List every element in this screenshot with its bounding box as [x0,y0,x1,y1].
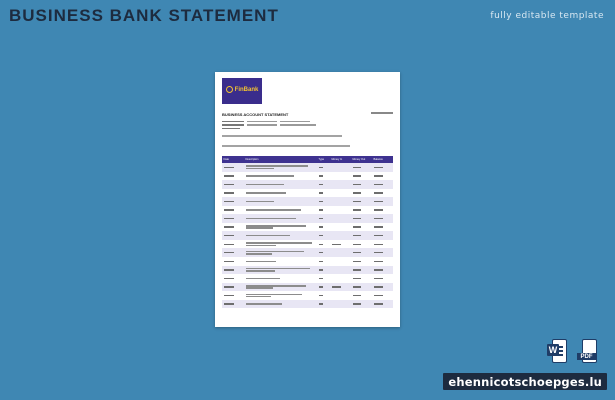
row-type [317,277,330,279]
row-date [222,286,244,288]
table-row [222,180,393,189]
row-date [222,235,244,237]
row-description [244,251,317,255]
row-type [317,200,330,202]
row-type [317,294,330,296]
row-money-out [351,226,372,228]
row-money-out [351,294,372,296]
row-date [222,175,244,177]
table-row [222,283,393,292]
row-description [244,235,317,237]
row-balance [372,252,393,254]
row-description [244,285,317,289]
table-row [222,223,393,232]
row-money-in [330,286,351,288]
row-money-out [351,260,372,262]
row-date [222,166,244,168]
row-type [317,235,330,237]
statement-title: BUSINESS ACCOUNT STATEMENT [222,112,289,117]
row-date [222,243,244,245]
row-balance [372,192,393,194]
row-date [222,260,244,262]
table-row [222,206,393,215]
row-money-out [351,217,372,219]
table-row [222,274,393,283]
row-date [222,252,244,254]
table-row [222,163,393,172]
row-balance [372,226,393,228]
row-description [244,165,317,169]
row-type [317,217,330,219]
row-balance [372,166,393,168]
row-type [317,166,330,168]
row-balance [372,277,393,279]
row-balance [372,217,393,219]
table-row [222,240,393,249]
row-description [244,217,317,219]
row-balance [372,294,393,296]
header-money-out: Money Out [352,158,366,161]
pdf-label: PDF [577,353,596,360]
row-type [317,175,330,177]
logo-text: FinBank [234,86,259,93]
row-description [244,225,317,229]
row-type [317,183,330,185]
row-description [244,183,317,185]
row-date [222,226,244,228]
table-header [222,156,393,163]
pdf-icon [577,339,597,363]
row-balance [372,243,393,245]
row-money-out [351,209,372,211]
row-balance [372,269,393,271]
table-row [222,189,393,198]
bank-logo [222,78,262,104]
row-date [222,269,244,271]
row-balance [372,303,393,305]
statement-document [215,72,400,327]
row-money-out [351,252,372,254]
row-balance [372,260,393,262]
row-money-out [351,277,372,279]
site-badge: ehennicotschoepges.lu [443,373,607,390]
table-row [222,248,393,257]
row-description [244,175,317,177]
table-row [222,300,393,309]
tagline: fully editable template [490,11,604,21]
row-type [317,243,330,245]
row-balance [372,286,393,288]
row-date [222,303,244,305]
row-money-out [351,243,372,245]
row-type [317,209,330,211]
intro-paragraph [222,135,342,137]
row-money-out [351,303,372,305]
header-balance: Balance [373,158,383,161]
word-icon [547,339,567,363]
row-balance [372,183,393,185]
row-type [317,303,330,305]
row-money-in [330,243,351,245]
row-date [222,217,244,219]
row-date [222,277,244,279]
row-type [317,192,330,194]
table-row [222,197,393,206]
row-money-out [351,269,372,271]
row-date [222,294,244,296]
row-description [244,242,317,246]
file-format-icons [547,339,597,363]
table-row [222,231,393,240]
row-description [244,303,317,305]
row-money-out [351,192,372,194]
row-description [244,192,317,194]
row-money-out [351,235,372,237]
table-row [222,172,393,181]
row-type [317,269,330,271]
row-date [222,209,244,211]
row-balance [372,200,393,202]
header-type: Type [318,158,325,161]
table-body [222,163,393,308]
row-money-out [351,200,372,202]
row-balance [372,209,393,211]
row-money-out [351,286,372,288]
row-description [244,277,317,279]
table-row [222,214,393,223]
row-type [317,226,330,228]
header-date: Date [223,158,229,161]
header-money-in: Money In [331,158,343,161]
row-type [317,286,330,288]
table-row [222,266,393,275]
account-info [222,120,347,131]
table-row [222,291,393,300]
row-balance [372,175,393,177]
header-description: Description [245,158,259,161]
contact-paragraph [222,145,350,147]
row-date [222,200,244,202]
row-type [317,260,330,262]
row-date [222,192,244,194]
statement-date [371,112,393,114]
row-description [244,209,317,211]
row-type [317,252,330,254]
logo-mark-icon [226,86,233,93]
row-date [222,183,244,185]
word-letter: W [548,345,558,355]
table-row [222,257,393,266]
row-balance [372,235,393,237]
row-description [244,268,317,272]
row-money-out [351,183,372,185]
row-description [244,260,317,262]
row-money-out [351,175,372,177]
row-description [244,293,317,297]
page-title: BUSINESS BANK STATEMENT [9,6,279,25]
transactions-table [222,156,393,308]
row-money-out [351,166,372,168]
row-description [244,200,317,202]
